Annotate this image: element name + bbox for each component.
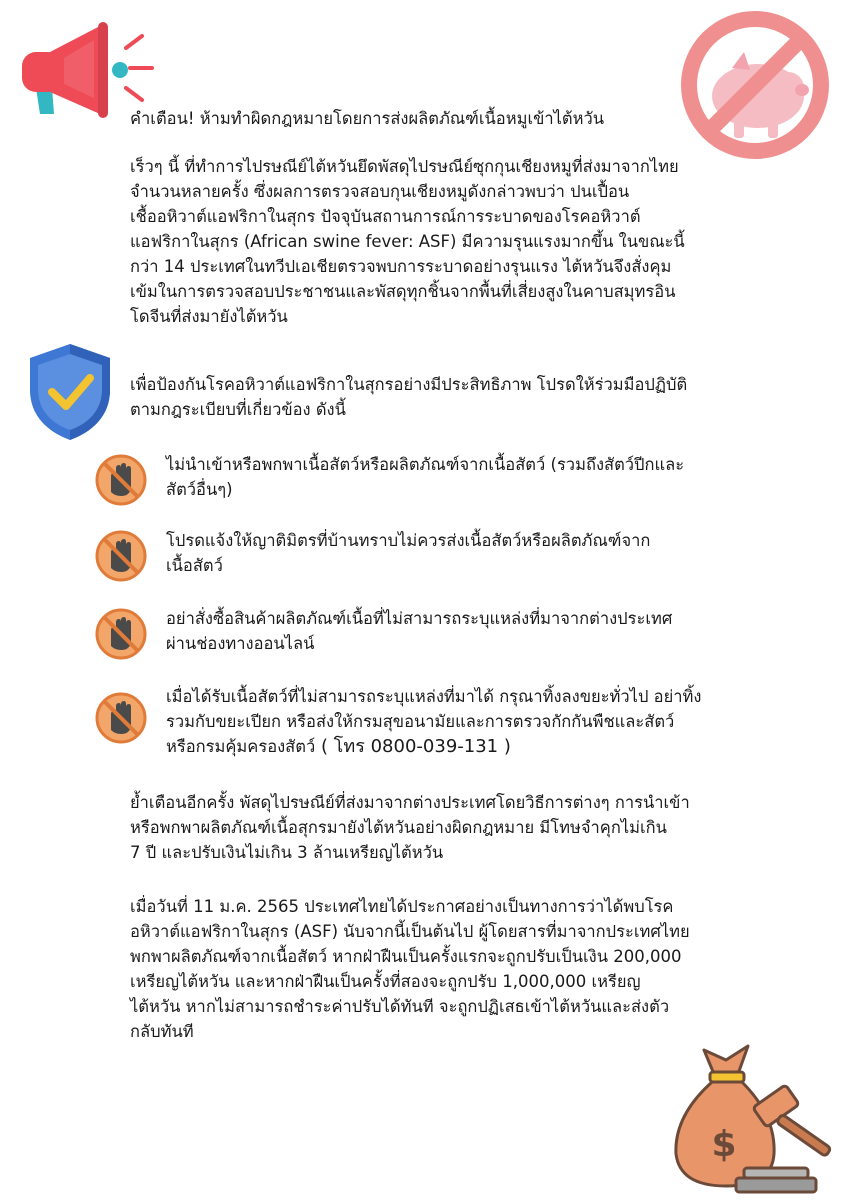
intro-paragraph: เร็วๆ นี้ ที่ทำการไปรษณีย์ไต้หวันยึดพัสดุไปรษณีย์ซุกกุนเชียงหมูที่ส่งมาจากไทย จำนวนหลายครั้ง ซึ่งผลการตรวจสอบกุนเชียงหมูดังกล่าวพบว่า ปนเปื้อน เชื้ออหิวาต์แอฟริกาในสุกร ปัจจุบันสถานการณ์การระบาดของโรคอหิวาต์ แอฟริกาในสุกร (African swine fever: ASF) มีความรุนแรงมากขึ้น ในขณะนี้ กว่า 14 ประเทศในทวีปเอเชียตรวจพบการระบาดอย่างรุนแรง ไต้หวันจึงสั่งคุม เข้มในการตรวจสอบประชาชนและพัสดุทุกชิ้นจากพื้นที่เสี่ยงสูงในคาบสมุทรอิน โดจีนที่ส่งมายังไต้หวัน [130,157,685,326]
list-item-text: เมื่อได้รับเนื้อสัตว์ที่ไม่สามารถระบุแหล่งที่มาได้ กรุณาทิ้งลงขยะทั่วไป อย่าทิ้ง รวมกับขยะเปียก หรือส่งให้กรมสุขอนามัยและการตรวจกักกันพืชและสัตว์ หรือกรมคุ้มครองสัตว์ [166,687,702,756]
stop-hand-icon [93,452,149,508]
list-item: ไม่นำเข้าหรือพกพาเนื้อสัตว์หรือผลิตภัณฑ์จากเนื้อสัตว์ (รวมถึงสัตว์ปีกและ สัตว์อื่นๆ) [166,455,685,499]
stop-hand-icon [93,690,149,746]
stop-hand-icon [93,606,149,662]
list-item: อย่าสั่งซื้อสินค้าผลิตภัณฑ์เนื้อที่ไม่สามารถระบุแหล่งที่มาจากต่างประเทศ ผ่านช่องทางออนไลน์ [166,609,673,653]
money-bag-gavel-icon [664,1036,842,1196]
megaphone-icon [14,18,156,118]
page-title: คำเตือน! ห้ามทำผิดกฎหมายโดยการส่งผลิตภัณฑ์เนื้อหมูเข้าไต้หวัน [130,109,605,128]
stop-hand-icon [93,528,149,584]
no-pig-icon [672,10,838,160]
reminder-paragraph: ย้ำเตือนอีกครั้ง พัสดุไปรษณีย์ที่ส่งมาจากต่างประเทศโดยวิธีการต่างๆ การนำเข้า หรือพกพาผลิตภัณฑ์เนื้อสุกรมายังไต้หวันอย่างผิดกฎหมาย มีโทษจำคุกไม่เกิน 7 ปี และปรับเงินไม่เกิน 3 ล้านเหรียญไต้หวัน [130,793,690,862]
list-item: โปรดแจ้งให้ญาติมิตรที่บ้านทราบไม่ควรส่งเนื้อสัตว์หรือผลิตภัณฑ์จาก เนื้อสัตว์ [166,531,651,575]
svg-text:$: $ [711,1124,737,1165]
list-item [166,684,736,759]
penalty-paragraph: เมื่อวันที่ 11 ม.ค. 2565 ประเทศไทยได้ประกาศอย่างเป็นทางการว่าได้พบโรค อหิวาต์แอฟริกาในสุกร (ASF) นับจากนี้เป็นต้นไป ผู้โดยสารที่มาจากประเทศไทย พกพาผลิตภัณฑ์จากเนื้อสัตว์ หากฝ่าฝืนเป็นครั้งแรกจะถูกปรับเป็นเงิน 200,000 เหรียญไต้หวัน และหากฝ่าฝืนเป็นครั้งที่สองจะถูกปรับ 1,000,000 เหรียญ ไต้หวัน หากไม่สามารถชำระค่าปรับได้ทันที จะถูกปฏิเสธเข้าไต้หวันและส่งตัว กลับทันที [130,897,690,1041]
shield-check-icon [26,340,114,444]
hotline-number: ( โทร 0800-039-131 ) [315,736,511,757]
prevention-intro: เพื่อป้องกันโรคอหิวาต์แอฟริกาในสุกรอย่างมีประสิทธิภาพ โปรดให้ร่วมมือปฏิบัติ ตามกฎระเบียบที่เกี่ยวข้อง ดังนี้ [130,375,688,419]
